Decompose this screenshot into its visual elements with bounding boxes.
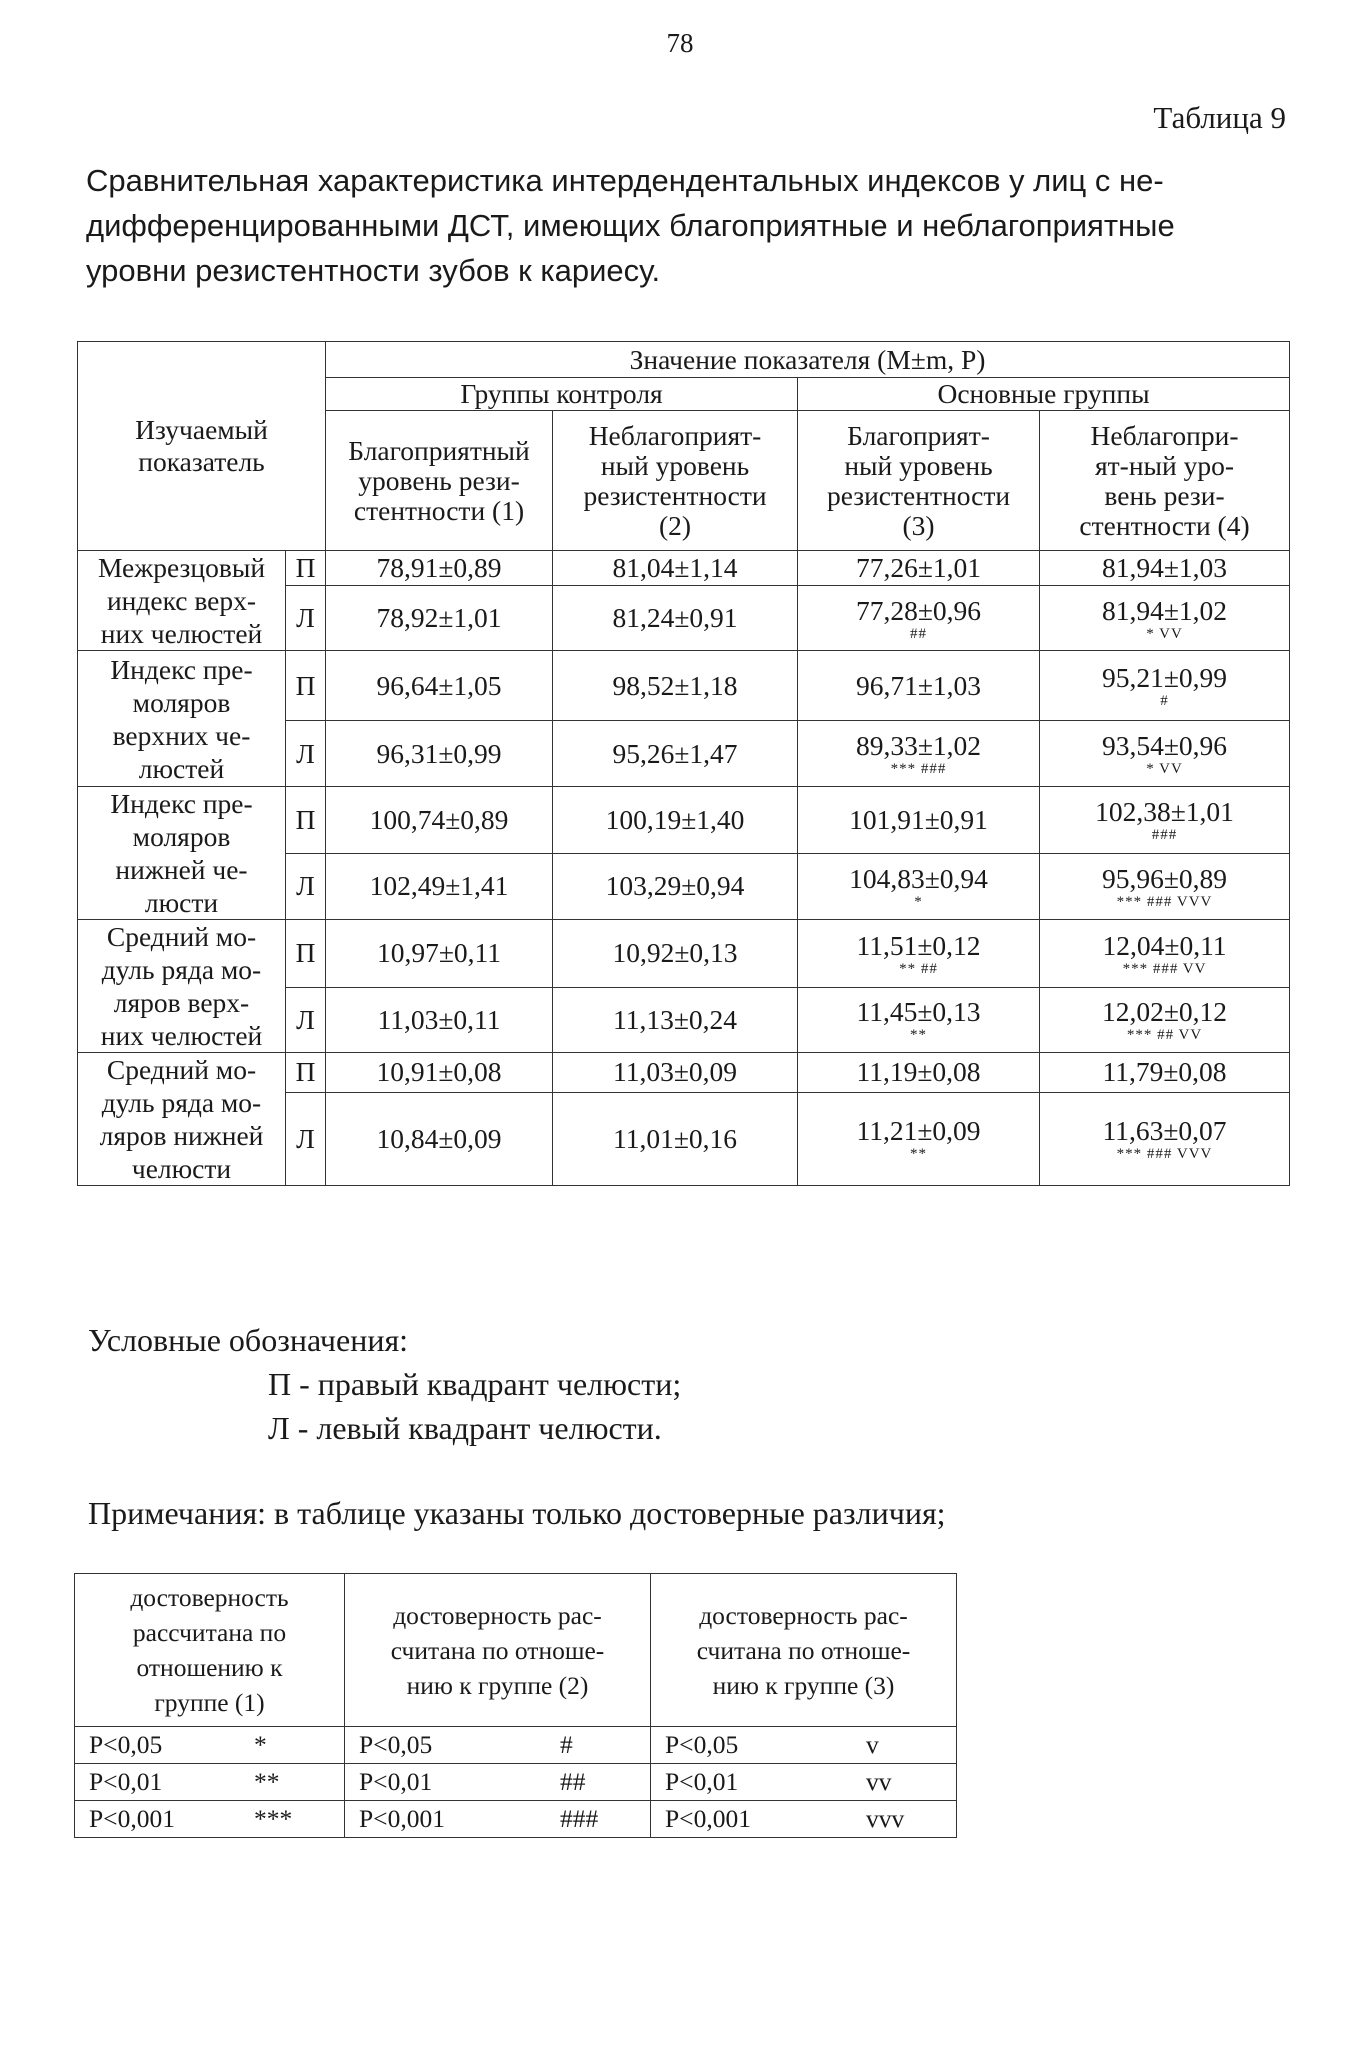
- value-text: 11,03±0,09: [612, 1056, 738, 1088]
- parameter-name-line: Индекс пре-: [110, 653, 253, 685]
- significance-mark: *** ###: [890, 761, 947, 777]
- value-cell-c3: [798, 721, 1040, 787]
- significance-mark: **: [910, 1027, 928, 1044]
- significance-mark: * VV: [1146, 625, 1183, 642]
- quadrant-label: П: [286, 1053, 326, 1093]
- significance-mark: *** ### VV: [1122, 960, 1207, 977]
- value-cell-c4: [1040, 586, 1290, 651]
- parameter-name-line: ляров нижней: [99, 1120, 264, 1151]
- significance-mark: *** ### VVV: [1116, 1146, 1213, 1163]
- value-cell-c2: [553, 1053, 798, 1093]
- parameter-name-line: верхних че-: [112, 719, 251, 751]
- quadrant-label: П: [286, 787, 326, 854]
- table-caption: [86, 158, 1286, 293]
- significance-symbol: v: [866, 1730, 879, 1759]
- value-text: 93,54±0,96: [1101, 730, 1228, 761]
- p-value: P<0,01: [665, 1767, 739, 1796]
- value-text: 102,49±1,41: [369, 870, 509, 902]
- value-text: 11,51±0,12: [856, 929, 981, 961]
- significance-header-line: отношению к: [136, 1653, 283, 1682]
- quadrant-label: П: [286, 551, 326, 586]
- significance-mark: * VV: [1146, 761, 1183, 777]
- quadrant-label: Л: [286, 586, 326, 651]
- value-cell-c4: [1040, 651, 1290, 721]
- value-text: 89,33±1,02: [855, 730, 982, 761]
- table-row: [78, 551, 1290, 586]
- parameter-name-line: Средний мо-: [106, 1054, 257, 1085]
- significance-header-2: [345, 1574, 651, 1727]
- significance-mark: *: [914, 893, 923, 910]
- significance-header-1: [75, 1574, 345, 1727]
- value-cell-c1: [326, 987, 553, 1052]
- p-value: P<0,05: [359, 1730, 433, 1759]
- significance-symbol: ***: [254, 1804, 293, 1833]
- value-cell-c2: [553, 920, 798, 988]
- quadrant-label: Л: [286, 853, 326, 920]
- column-header-line: Неблагопри-: [1090, 419, 1239, 451]
- caption-line: дифференцированными ДСТ, имеющих благоприятные и неблагоприятные: [86, 208, 1175, 243]
- column-header-line: стентности (1): [353, 494, 525, 526]
- value-cell-c3: [798, 853, 1040, 920]
- quadrant-label: П: [286, 920, 326, 988]
- value-text: 98,52±1,18: [612, 669, 738, 701]
- value-text: 78,92±1,01: [376, 602, 502, 634]
- p-value: P<0,05: [89, 1730, 163, 1759]
- header-main-groups: Основные группы: [798, 378, 1290, 411]
- parameter-name-line: нижней че-: [115, 854, 248, 885]
- caption-line: уровни резистентности зубов к кариесу.: [86, 253, 661, 288]
- parameter-name-line: дуль ряда мо-: [101, 954, 262, 985]
- value-cell-c2: [553, 721, 798, 787]
- significance-note: Примечания: в таблице указаны только достоверные различия;: [88, 1495, 946, 1531]
- legend-left-quadrant: Л - левый квадрант челюсти.: [268, 1410, 662, 1446]
- significance-cell-g3: [651, 1801, 957, 1838]
- parameter-name: [78, 920, 286, 1053]
- value-cell-c1: [326, 1053, 553, 1093]
- table-row: [78, 787, 1290, 854]
- value-text: 78,91±0,89: [376, 552, 502, 584]
- value-cell-c1: [326, 853, 553, 920]
- p-value: P<0,05: [665, 1730, 739, 1759]
- value-text: 103,29±0,94: [605, 870, 745, 902]
- header-control-groups: Группы контроля: [326, 378, 798, 411]
- p-value: P<0,001: [89, 1804, 175, 1833]
- value-text: 11,45±0,13: [856, 996, 981, 1028]
- column-header-line: уровень рези-: [358, 464, 520, 496]
- value-cell-c4: [1040, 787, 1290, 854]
- value-cell-c1: [326, 787, 553, 854]
- significance-table: [74, 1573, 957, 1838]
- column-header-line: Благоприят-: [847, 419, 990, 451]
- parameter-name-line: них челюстей: [100, 618, 263, 649]
- significance-header-line: достоверность: [130, 1583, 289, 1612]
- value-cell-c1: [326, 721, 553, 787]
- value-text: 10,91±0,08: [376, 1056, 502, 1088]
- value-text: 10,97±0,11: [376, 937, 502, 969]
- significance-cell-g1: [75, 1801, 345, 1838]
- value-cell-c2: [553, 987, 798, 1052]
- significance-header-line: достоверность рас-: [393, 1600, 602, 1630]
- value-text: 101,91±0,91: [849, 803, 988, 835]
- value-text: 95,96±0,89: [1101, 862, 1228, 894]
- parameter-name-line: Межрезцовый: [97, 552, 266, 583]
- header-value: Значение показателя (M±m, P): [326, 342, 1290, 378]
- significance-symbol: ##: [560, 1767, 586, 1796]
- parameter-name-line: Индекс пре-: [110, 788, 253, 819]
- value-text: 12,04±0,11: [1102, 929, 1227, 961]
- p-value: P<0,001: [359, 1804, 445, 1833]
- column-header-group-1: [326, 411, 553, 551]
- value-text: 96,31±0,99: [376, 737, 502, 769]
- value-cell-c2: [553, 853, 798, 920]
- p-value: P<0,001: [665, 1804, 751, 1833]
- value-cell-c3: [798, 586, 1040, 651]
- column-header-line: Неблагоприят-: [588, 419, 762, 451]
- value-cell-c1: [326, 586, 553, 651]
- parameter-name-line: них челюстей: [100, 1020, 263, 1051]
- caption-line: Сравнительная характеристика интердендентальных индексов у лиц с не-: [86, 163, 1164, 198]
- significance-header-line: рассчитана по: [132, 1618, 287, 1647]
- value-text: 81,04±1,14: [612, 552, 738, 584]
- value-cell-c4: [1040, 853, 1290, 920]
- significance-mark: ** ##: [899, 960, 938, 977]
- column-header-line: резистентности: [826, 479, 1011, 511]
- significance-mark: *** ### VVV: [1116, 893, 1213, 910]
- value-cell-c2: [553, 551, 798, 586]
- value-cell-c2: [553, 787, 798, 854]
- significance-mark: *** ## VV: [1126, 1027, 1203, 1044]
- significance-header-line: достоверность рас-: [699, 1600, 908, 1630]
- value-cell-c2: [553, 586, 798, 651]
- parameter-name: [78, 787, 286, 920]
- value-text: 100,74±0,89: [369, 803, 509, 835]
- value-text: 12,02±0,12: [1101, 996, 1228, 1028]
- parameter-name: [78, 1053, 286, 1186]
- value-cell-c4: [1040, 920, 1290, 988]
- value-cell-c1: [326, 551, 553, 586]
- table-row: [78, 651, 1290, 721]
- parameter-name: [78, 551, 286, 651]
- value-text: 81,94±1,02: [1101, 594, 1228, 626]
- significance-cell-g2: [345, 1764, 651, 1801]
- value-text: 11,79±0,08: [1102, 1056, 1227, 1088]
- value-cell-c3: [798, 987, 1040, 1052]
- value-text: 77,26±1,01: [855, 552, 982, 584]
- parameter-name-line: моляров: [132, 686, 231, 718]
- value-cell-c3: [798, 1092, 1040, 1185]
- significance-row: [75, 1727, 957, 1764]
- value-cell-c4: [1040, 721, 1290, 787]
- significance-mark: **: [910, 1146, 928, 1163]
- significance-symbol: vv: [866, 1767, 892, 1796]
- value-text: 96,71±1,03: [855, 669, 982, 701]
- quadrant-label: Л: [286, 721, 326, 787]
- parameter-name-line: Средний мо-: [106, 921, 257, 952]
- column-header-line: (3): [902, 509, 935, 541]
- significance-cell-g2: [345, 1727, 651, 1764]
- value-text: 81,94±1,03: [1101, 552, 1228, 584]
- p-value: P<0,01: [359, 1767, 433, 1796]
- significance-mark: ###: [1151, 827, 1178, 844]
- value-cell-c3: [798, 651, 1040, 721]
- p-value: P<0,01: [89, 1767, 163, 1796]
- value-text: 81,24±0,91: [612, 602, 738, 634]
- column-header-line: стентности (4): [1079, 509, 1250, 541]
- table-label: Таблица 9: [1153, 100, 1286, 135]
- significance-cell-g3: [651, 1764, 957, 1801]
- significance-row: [75, 1801, 957, 1838]
- value-text: 104,83±0,94: [849, 862, 988, 894]
- parameter-name-line: ляров верх-: [113, 987, 250, 1018]
- value-cell-c3: [798, 787, 1040, 854]
- column-header-line: ный уровень: [600, 449, 750, 481]
- parameter-name-line: люсти: [144, 887, 219, 918]
- significance-mark: ##: [910, 625, 928, 642]
- column-header-line: вень рези-: [1104, 479, 1225, 511]
- significance-symbol: **: [254, 1767, 280, 1796]
- parameter-name-line: индекс верх-: [106, 585, 257, 616]
- value-text: 10,92±0,13: [612, 937, 738, 969]
- column-header-line: ят-ный уро-: [1095, 449, 1235, 481]
- value-cell-c2: [553, 1092, 798, 1185]
- value-cell-c4: [1040, 551, 1290, 586]
- legend-right-quadrant: П - правый квадрант челюсти;: [268, 1366, 682, 1402]
- parameter-name: [78, 651, 286, 787]
- value-text: 77,28±0,96: [855, 594, 982, 626]
- significance-row: [75, 1764, 957, 1801]
- quadrant-label: Л: [286, 987, 326, 1052]
- column-header-line: ный уровень: [844, 449, 993, 481]
- significance-header-line: нию к группе (2): [406, 1670, 589, 1700]
- significance-cell-g1: [75, 1764, 345, 1801]
- value-cell-c3: [798, 551, 1040, 586]
- significance-symbol: #: [560, 1730, 573, 1759]
- value-cell-c3: [798, 920, 1040, 988]
- significance-symbol: ###: [560, 1804, 599, 1833]
- quadrant-label: Л: [286, 1092, 326, 1185]
- value-cell-c4: [1040, 987, 1290, 1052]
- value-text: 102,38±1,01: [1095, 796, 1234, 828]
- significance-header-line: нию к группе (3): [712, 1670, 895, 1700]
- value-text: 11,19±0,08: [856, 1056, 981, 1088]
- significance-header-line: группе (1): [154, 1688, 265, 1717]
- value-cell-c2: [553, 651, 798, 721]
- table-row: [78, 920, 1290, 988]
- significance-cell-g2: [345, 1801, 651, 1838]
- value-text: 100,19±1,40: [605, 803, 745, 835]
- significance-header-line: считана по отноше-: [390, 1635, 605, 1665]
- value-text: 10,84±0,09: [376, 1122, 502, 1154]
- value-cell-c4: [1040, 1053, 1290, 1093]
- column-header-group-3: [798, 411, 1040, 551]
- legend-title: Условные обозначения:: [88, 1322, 409, 1358]
- parameter-name-line: дуль ряда мо-: [101, 1087, 262, 1118]
- significance-symbol: vvv: [866, 1804, 905, 1833]
- value-text: 95,26±1,47: [612, 737, 738, 769]
- column-header-line: Благоприятный: [348, 434, 530, 466]
- value-text: 11,13±0,24: [612, 1003, 738, 1035]
- value-text: 95,21±0,99: [1101, 662, 1228, 693]
- significance-header-3: [651, 1574, 957, 1727]
- significance-cell-g3: [651, 1727, 957, 1764]
- header-parameter: Изучаемый показатель: [78, 342, 326, 551]
- value-text: 96,64±1,05: [376, 669, 502, 701]
- parameter-name-line: моляров: [132, 821, 231, 852]
- value-text: 11,63±0,07: [1102, 1115, 1227, 1147]
- value-cell-c4: [1040, 1092, 1290, 1185]
- value-text: 11,01±0,16: [612, 1122, 738, 1154]
- column-header-group-4: [1040, 411, 1290, 551]
- value-text: 11,21±0,09: [856, 1115, 981, 1147]
- value-cell-c1: [326, 651, 553, 721]
- page-number: 78: [666, 28, 694, 58]
- significance-cell-g1: [75, 1727, 345, 1764]
- value-cell-c1: [326, 920, 553, 988]
- value-text: 11,03±0,11: [377, 1003, 501, 1035]
- column-header-line: резистентности: [583, 479, 767, 511]
- table-row: [78, 1053, 1290, 1093]
- parameter-name-line: челюсти: [131, 1153, 232, 1184]
- quadrant-label: П: [286, 651, 326, 721]
- column-header-line: (2): [658, 509, 692, 541]
- value-cell-c1: [326, 1092, 553, 1185]
- significance-mark: #: [1160, 693, 1169, 709]
- parameter-name-line: люстей: [138, 752, 225, 784]
- column-header-group-2: [553, 411, 798, 551]
- value-cell-c3: [798, 1053, 1040, 1093]
- significance-header-line: считана по отноше-: [696, 1635, 911, 1665]
- indices-table: [77, 341, 1290, 1186]
- significance-symbol: *: [254, 1730, 267, 1759]
